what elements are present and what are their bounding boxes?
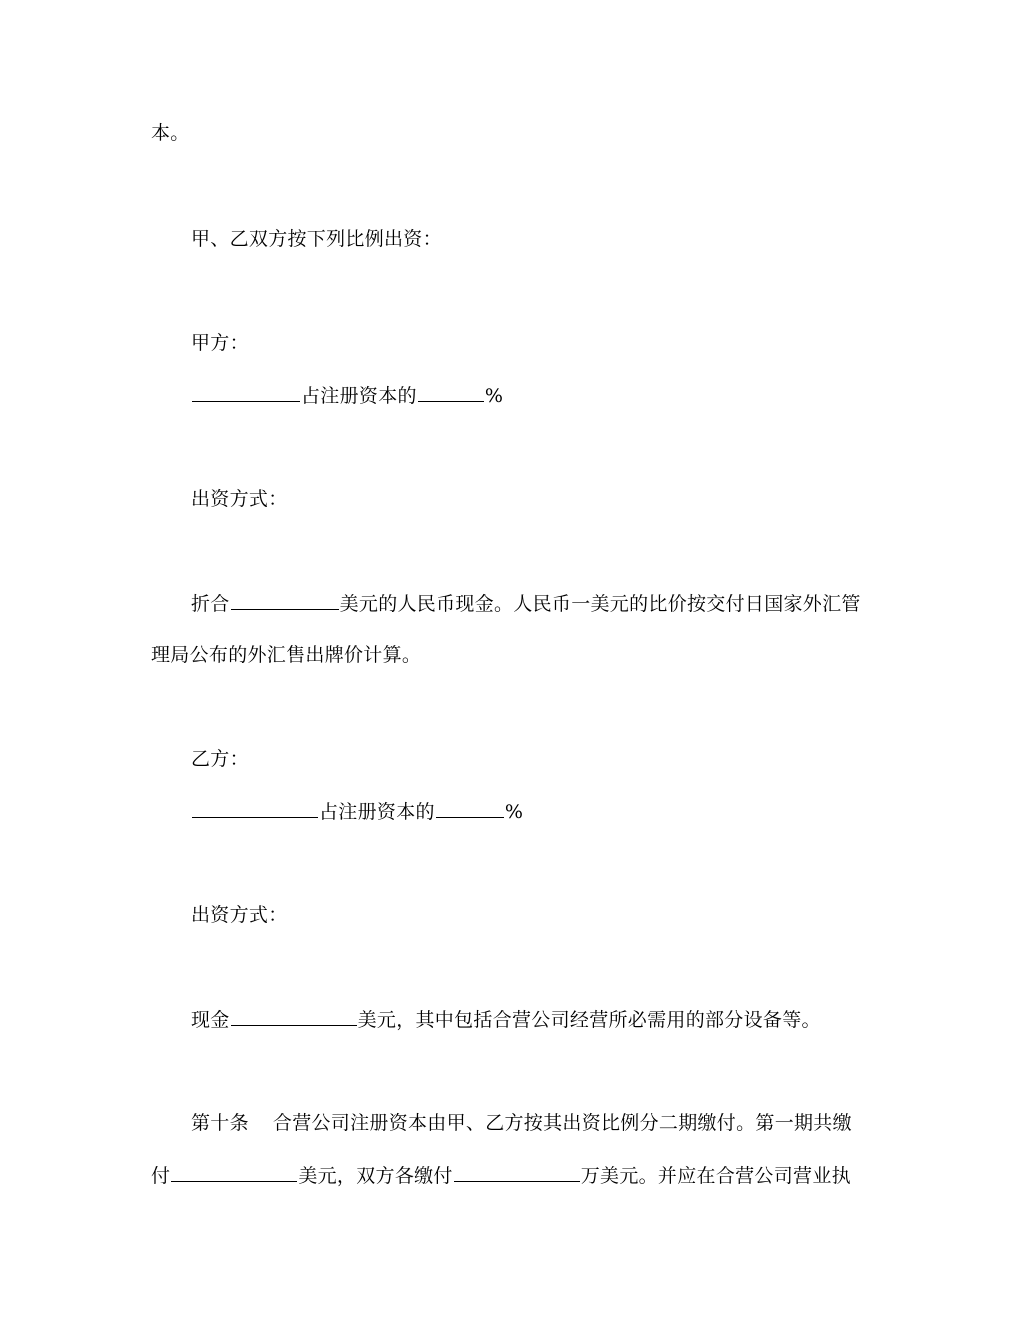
- fill-in-blank: [418, 383, 484, 402]
- text-segment: 占注册资本的: [301, 385, 417, 407]
- text-segment: 美元，双方各缴付: [298, 1165, 453, 1187]
- text-segment: 出资方式：: [191, 904, 288, 926]
- text-line: [151, 121, 190, 145]
- text-line: [191, 903, 288, 927]
- fill-in-blank: [231, 591, 339, 610]
- text-segment: 美元的人民币现金。人民币一美元的比价按交付日国家外汇管: [339, 593, 861, 615]
- text-line: [191, 799, 523, 824]
- text-segment: 现金: [191, 1009, 230, 1031]
- text-segment: 占注册资本的: [319, 801, 435, 823]
- fill-in-blank: [171, 1163, 297, 1182]
- percent-sign: %: [504, 801, 524, 823]
- text-line: [151, 1163, 851, 1188]
- text-segment: 甲方：: [191, 332, 249, 354]
- text-line: [191, 227, 442, 251]
- text-segment: 万美元。并应在合营公司营业执: [580, 1165, 851, 1187]
- text-segment: 付: [151, 1165, 171, 1187]
- text-line: [191, 591, 861, 616]
- text-segment: 美元，其中包括合营公司经营所必需用的部分设备等。: [357, 1009, 821, 1031]
- fill-in-blank: [192, 799, 318, 818]
- fill-in-blank: [436, 799, 504, 818]
- text-segment: 乙方：: [191, 748, 249, 770]
- text-segment: 折合: [191, 593, 230, 615]
- text-segment: 出资方式：: [191, 488, 288, 510]
- text-line: [191, 383, 503, 408]
- text-segment: 本。: [151, 122, 190, 144]
- text-line: [191, 747, 249, 771]
- text-line: [191, 487, 288, 511]
- text-line: [191, 1111, 852, 1135]
- percent-sign: %: [484, 385, 504, 407]
- text-segment: 甲、乙双方按下列比例出资：: [191, 228, 442, 250]
- article-number: 第十条: [191, 1112, 249, 1134]
- text-segment: 理局公布的外汇售出牌价计算。: [151, 644, 422, 666]
- fill-in-blank: [192, 383, 300, 402]
- text-line: [191, 1007, 821, 1032]
- fill-in-blank: [454, 1163, 580, 1182]
- text-line: [191, 331, 249, 355]
- text-segment: 合营公司注册资本由甲、乙方按其出资比例分二期缴付。第一期共缴: [272, 1112, 852, 1134]
- text-line: [151, 643, 421, 667]
- fill-in-blank: [231, 1007, 357, 1026]
